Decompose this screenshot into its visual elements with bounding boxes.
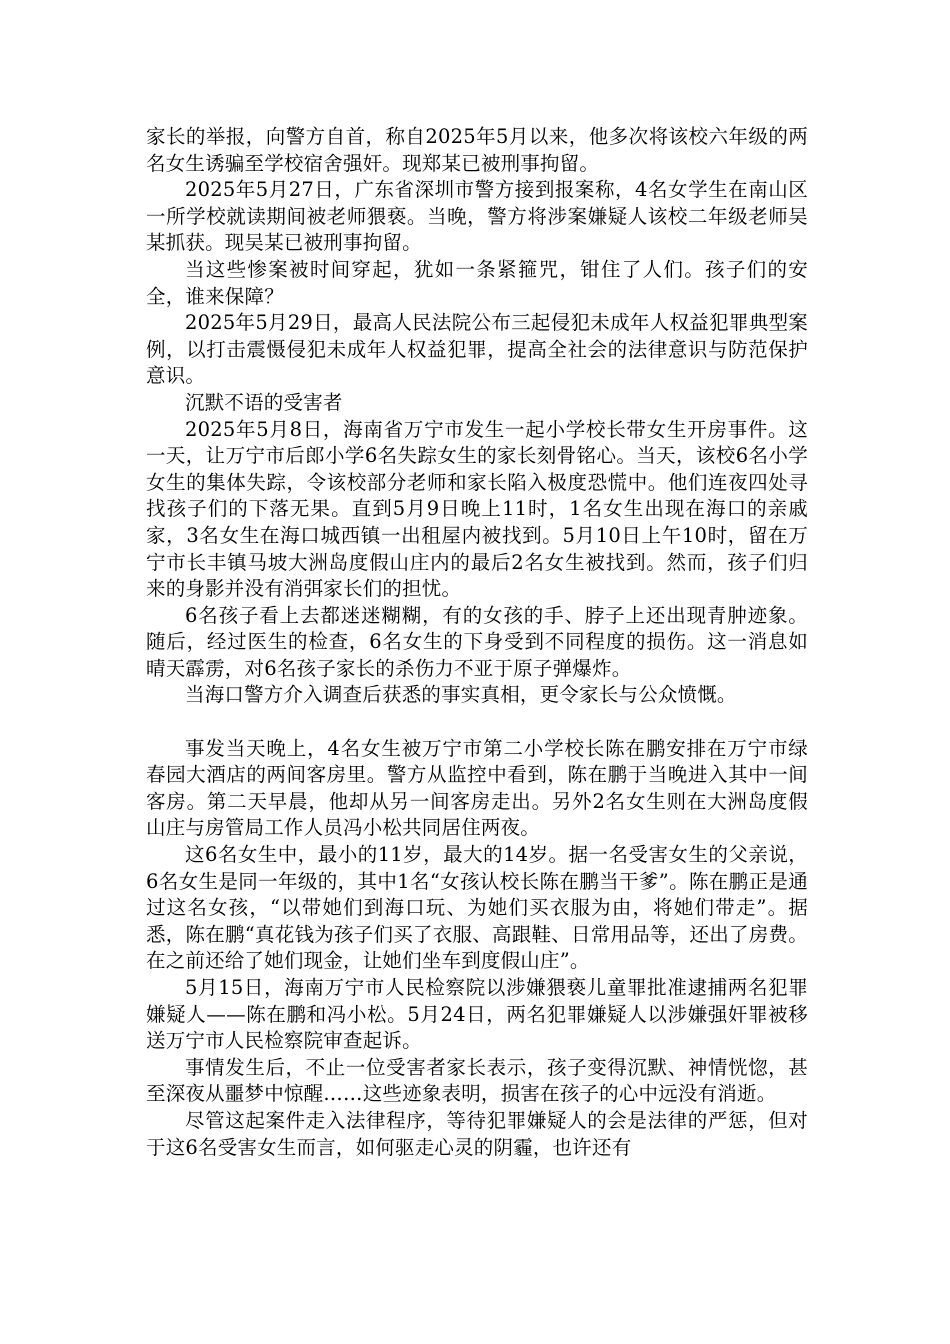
paragraph-5: 2025年5月8日，海南省万宁市发生一起小学校长带女生开房事件。这一天，让万宁市后郎小学6名失踪女生的家长刻骨铭心。当天，该校6名小学女生的集体失踪，令该校部分老师和家长陷入极度恐慌中。他们连夜四处寻找孩子们的下落无果。直到5月9日晚上11时，1名女生出现在海口的亲戚家，3名女生在海口城西镇一出租屋内被找到。5月10日上午10时，留在万宁市长丰镇马坡大洲岛度假山庄内的最后2名女生被找到。然而，孩子们归来的身影并没有消弭家长们的担忧。 xyxy=(146,417,808,601)
paragraph-9: 这6名女生中，最小的11岁，最大的14岁。据一名受害女生的父亲说，6名女生是同一年级的，其中1名“女孩认校长陈在鹏当干爹”。陈在鹏正是通过这名女孩，“以带她们到海口玩、为她们买衣服为由，将她们带走”。据悉，陈在鹏“真花钱为孩子们买了衣服、高跟鞋、日常用品等，还出了房费。在之前还给了她们现金，让她们坐车到度假山庄”。 xyxy=(146,843,808,973)
paragraph-6: 6名孩子看上去都迷迷糊糊，有的女孩的手、脖子上还出现青肿迹象。随后，经过医生的检查，6名女生的下身受到不同程度的损伤。这一消息如晴天霹雳，对6名孩子家长的杀伤力不亚于原子弹爆炸。 xyxy=(146,603,808,680)
paragraph-11: 事情发生后，不止一位受害者家长表示，孩子变得沉默、神情恍惚，甚至深夜从噩梦中惊醒……这些迹象表明，损害在孩子的心中远没有消逝。 xyxy=(146,1055,808,1106)
document-body xyxy=(146,124,808,1161)
paragraph-2: 2025年5月27日，广东省深圳市警方接到报案称，4名女学生在南山区一所学校就读期间被老师猥亵。当晚，警方将涉案嫌疑人该校二年级老师吴某抓获。现吴某已被刑事拘留。 xyxy=(146,178,808,255)
paragraph-7: 当海口警方介入调查后获悉的事实真相，更令家长与公众愤慨。 xyxy=(185,683,737,707)
section-heading: 沉默不语的受害者 xyxy=(185,390,343,414)
paragraph-12: 尽管这起案件走入法律程序，等待犯罪嫌疑人的会是法律的严惩，但对于这6名受害女生而言，如何驱走心灵的阴霾，也许还有 xyxy=(146,1108,808,1159)
paragraph-1: 家长的举报，向警方自首，称自2025年5月以来，他多次将该校六年级的两名女生诱骗至学校宿舍强奸。现郑某已被刑事拘留。 xyxy=(146,125,808,175)
paragraph-3: 当这些惨案被时间穿起，犹如一条紧箍咒，钳住了人们。孩子们的安全，谁来保障？ xyxy=(146,257,808,308)
blank-line xyxy=(146,709,808,736)
paragraph-4: 2025年5月29日，最高人民法院公布三起侵犯未成年人权益犯罪典型案例，以打击震慑侵犯未成年人权益犯罪，提高全社会的法律意识与防范保护意识。 xyxy=(146,311,808,388)
paragraph-8: 事发当天晚上，4名女生被万宁市第二小学校长陈在鹏安排在万宁市绿春园大酒店的两间客房里。警方从监控中看到，陈在鹏于当晚进入其中一间客房。第二天早晨，他却从另一间客房走出。另外2名女生则在大洲岛度假山庄与房管局工作人员冯小松共同居住两夜。 xyxy=(146,736,808,840)
paragraph-10: 5月15日，海南万宁市人民检察院以涉嫌猥亵儿童罪批准逮捕两名犯罪嫌疑人——陈在鹏和冯小松。5月24日，两名犯罪嫌疑人以涉嫌强奸罪被移送万宁市人民检察院审查起诉。 xyxy=(146,976,808,1053)
